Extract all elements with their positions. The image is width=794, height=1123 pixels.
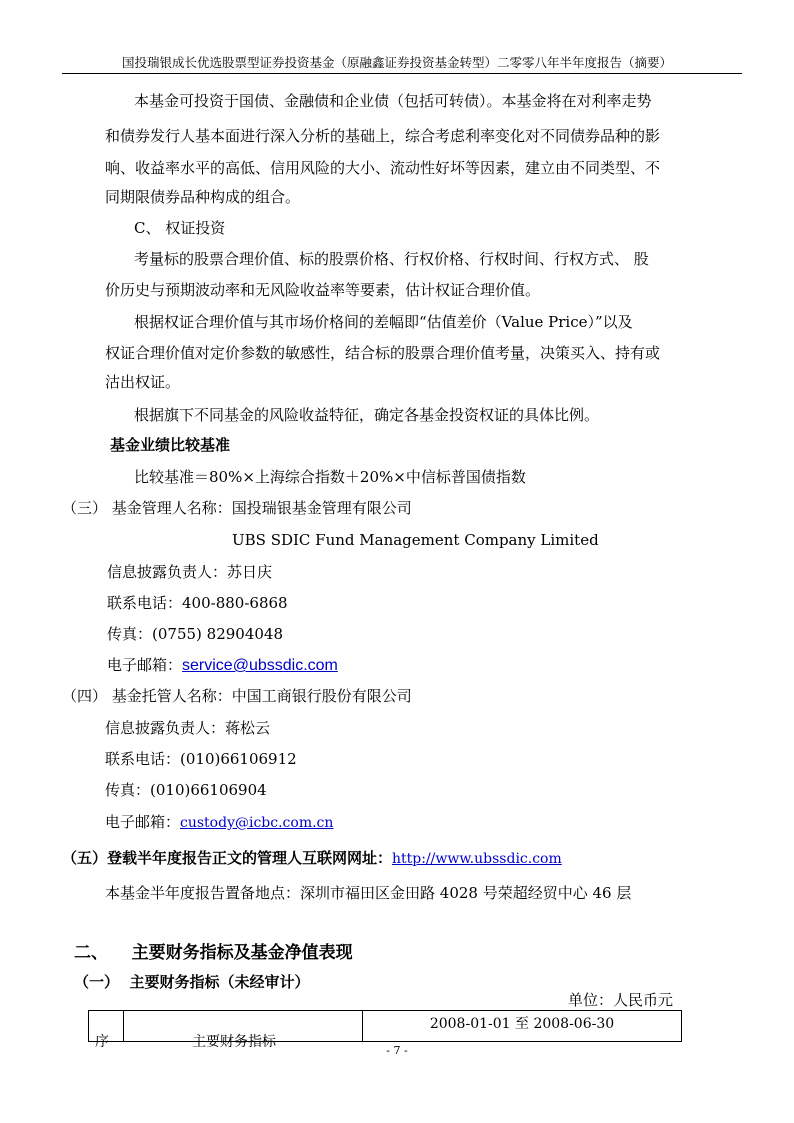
warrant-p3: 根据旗下不同基金的风险收益特征，确定各基金投资权证的具体比例。	[134, 406, 600, 424]
custodian-email-link[interactable]: custody@icbc.com.cn	[180, 815, 334, 831]
financial-indicators-table	[88, 1010, 682, 1050]
bond-line-4: 同期限债券品种构成的组合。	[105, 188, 301, 206]
custodian-disclosure: 信息披露负责人：蒋松云	[105, 719, 271, 737]
custodian-name-label: （四） 基金托管人名称：中国工商银行股份有限公司	[62, 687, 412, 705]
bond-line-3: 响、收益率水平的高低、信用风险的大小、流动性好坏等因素，建立由不同类型、不	[105, 159, 661, 177]
running-header: 国投瑞银成长优选股票型证券投资基金（原融鑫证券投资基金转型）二零零八年半年度报告（摘要）	[121, 55, 672, 70]
section-title: 二、 主要财务指标及基金净值表现	[74, 943, 353, 963]
warrant-p2-line-1: 根据权证合理价值与其市场价格间的差幅即“估值差价（Value Price）”以及	[134, 313, 633, 331]
bond-line-2: 和债券发行人基本面进行深入分析的基础上，综合考虑利率变化对不同债券品种的影	[105, 127, 661, 145]
manager-disclosure: 信息披露负责人：苏日庆	[107, 563, 273, 581]
report-location: 本基金半年度报告置备地点：深圳市福田区金田路 4028 号荣超经贸中心 46 层	[105, 884, 632, 902]
warrant-heading: C、 权证投资	[134, 219, 226, 237]
table-header-indicator: 主要财务指标	[192, 1034, 276, 1050]
manager-email-label: 电子邮箱：	[107, 656, 183, 674]
table-header-indicator-cell	[124, 1011, 363, 1050]
warrant-p1-line-2: 价历史与预期波动率和无风险收益率等要素，估计权证合理价值。	[105, 281, 541, 299]
benchmark-text: 比较基准＝80%×上海综合指数＋20%×中信标普国债指数	[134, 468, 526, 486]
manager-email-row	[107, 650, 338, 681]
website-label: （五）登载半年度报告正文的管理人互联网网址：	[62, 849, 393, 867]
table-header-seq-cell	[89, 1011, 124, 1050]
website-link[interactable]: http://www.ubssdic.com	[392, 851, 562, 867]
manager-fax: 传真：(0755) 82904048	[107, 625, 283, 643]
manager-email-link[interactable]: service@ubssdic.com	[182, 657, 338, 674]
custodian-phone: 联系电话：(010)66106912	[105, 750, 297, 768]
warrant-p2-line-3: 沽出权证。	[105, 373, 181, 391]
custodian-email-row	[105, 807, 333, 838]
table-header-seq: 序	[95, 1034, 109, 1050]
warrant-p2-line-2: 权证合理价值对定价参数的敏感性，结合标的股票合理价值考量，决策买入、持有或	[105, 344, 661, 362]
table-header-row	[89, 1011, 682, 1042]
custodian-email-label: 电子邮箱：	[105, 813, 181, 831]
website-row	[62, 843, 562, 874]
manager-name-label: （三） 基金管理人名称：国投瑞银基金管理有限公司	[62, 499, 412, 517]
subsection-title: （一） 主要财务指标（未经审计）	[74, 973, 310, 991]
warrant-p1-line-1: 考量标的股票合理价值、标的股票价格、行权价格、行权时间、行权方式、 股	[134, 250, 649, 268]
manager-phone: 联系电话：400-880-6868	[107, 594, 288, 612]
bond-line-1: 本基金可投资于国债、金融债和企业债（包括可转债）。本基金将在对利率走势	[134, 92, 652, 110]
unit-label: 单位：人民币元	[568, 991, 674, 1009]
page-number: - 7 -	[386, 1044, 408, 1057]
table-header-period: 2008-01-01 至 2008-06-30	[429, 1016, 615, 1032]
benchmark-heading: 基金业绩比较基准	[110, 436, 231, 454]
manager-english-name: UBS SDIC Fund Management Company Limited	[232, 531, 599, 549]
custodian-fax: 传真：(010)66106904	[105, 781, 267, 799]
header-rule	[62, 73, 742, 74]
